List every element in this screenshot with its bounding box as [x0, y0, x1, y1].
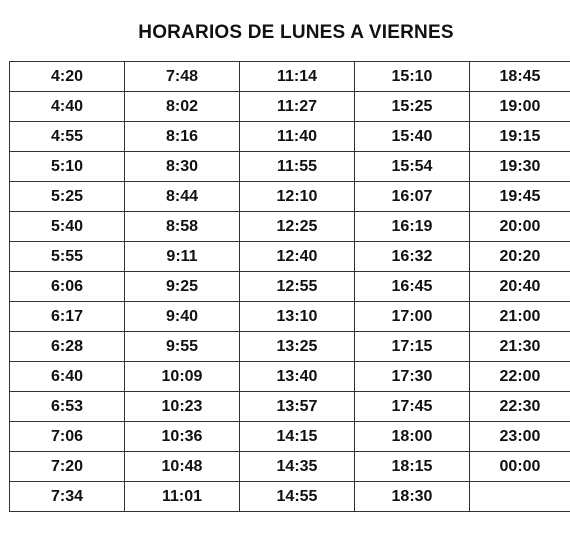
time-cell: 22:00: [470, 362, 570, 392]
time-cell: 16:07: [355, 182, 470, 212]
time-cell: 7:34: [10, 482, 125, 512]
time-cell: 8:16: [125, 122, 240, 152]
time-cell: 11:01: [125, 482, 240, 512]
table-row: [10, 422, 570, 452]
time-cell: 8:30: [125, 152, 240, 182]
time-cell: 8:58: [125, 212, 240, 242]
table-row: [10, 242, 570, 272]
time-cell: 15:40: [355, 122, 470, 152]
time-cell: 5:40: [10, 212, 125, 242]
table-row: [10, 152, 570, 182]
time-cell: 13:10: [240, 302, 355, 332]
time-cell: [470, 482, 570, 512]
time-cell: 6:40: [10, 362, 125, 392]
time-cell: 9:40: [125, 302, 240, 332]
time-cell: 20:40: [470, 272, 570, 302]
page-title: HORARIOS DE LUNES A VIERNES: [138, 22, 454, 43]
table-row: [10, 482, 570, 512]
table-row: [10, 122, 570, 152]
time-cell: 9:55: [125, 332, 240, 362]
time-cell: 11:27: [240, 92, 355, 122]
time-cell: 13:40: [240, 362, 355, 392]
time-cell: 14:55: [240, 482, 355, 512]
time-cell: 14:35: [240, 452, 355, 482]
time-cell: 10:23: [125, 392, 240, 422]
time-cell: 00:00: [470, 452, 570, 482]
time-cell: 8:02: [125, 92, 240, 122]
time-cell: 19:00: [470, 92, 570, 122]
time-cell: 16:45: [355, 272, 470, 302]
time-cell: 17:45: [355, 392, 470, 422]
time-cell: 11:14: [240, 62, 355, 92]
time-cell: 6:28: [10, 332, 125, 362]
table-row: [10, 62, 570, 92]
time-cell: 5:25: [10, 182, 125, 212]
table-row: [10, 452, 570, 482]
time-cell: 12:25: [240, 212, 355, 242]
time-cell: 12:40: [240, 242, 355, 272]
time-cell: 12:55: [240, 272, 355, 302]
time-cell: 4:20: [10, 62, 125, 92]
time-cell: 5:10: [10, 152, 125, 182]
time-cell: 4:40: [10, 92, 125, 122]
table-row: [10, 182, 570, 212]
table-row: [10, 362, 570, 392]
time-cell: 21:00: [470, 302, 570, 332]
time-cell: 14:15: [240, 422, 355, 452]
time-cell: 16:19: [355, 212, 470, 242]
time-cell: 20:20: [470, 242, 570, 272]
time-cell: 12:10: [240, 182, 355, 212]
time-cell: 17:30: [355, 362, 470, 392]
time-cell: 10:09: [125, 362, 240, 392]
time-cell: 5:55: [10, 242, 125, 272]
time-cell: 13:57: [240, 392, 355, 422]
time-cell: 10:48: [125, 452, 240, 482]
table-row: [10, 92, 570, 122]
time-cell: 6:53: [10, 392, 125, 422]
time-cell: 9:11: [125, 242, 240, 272]
time-cell: 13:25: [240, 332, 355, 362]
table-row: [10, 212, 570, 242]
time-cell: 7:20: [10, 452, 125, 482]
time-cell: 7:48: [125, 62, 240, 92]
time-cell: 6:17: [10, 302, 125, 332]
time-cell: 18:45: [470, 62, 570, 92]
time-cell: 15:25: [355, 92, 470, 122]
time-cell: 18:30: [355, 482, 470, 512]
time-cell: 15:54: [355, 152, 470, 182]
time-cell: 16:32: [355, 242, 470, 272]
time-cell: 4:55: [10, 122, 125, 152]
table-row: [10, 272, 570, 302]
time-cell: 18:15: [355, 452, 470, 482]
time-cell: 19:15: [470, 122, 570, 152]
table-row: [10, 332, 570, 362]
table-row: [10, 302, 570, 332]
schedule-body: [10, 62, 570, 512]
time-cell: 19:30: [470, 152, 570, 182]
time-cell: 17:00: [355, 302, 470, 332]
time-cell: 20:00: [470, 212, 570, 242]
time-cell: 10:36: [125, 422, 240, 452]
time-cell: 6:06: [10, 272, 125, 302]
time-cell: 19:45: [470, 182, 570, 212]
time-cell: 17:15: [355, 332, 470, 362]
schedule-table: [9, 61, 570, 512]
time-cell: 11:55: [240, 152, 355, 182]
time-cell: 8:44: [125, 182, 240, 212]
time-cell: 22:30: [470, 392, 570, 422]
time-cell: 11:40: [240, 122, 355, 152]
time-cell: 7:06: [10, 422, 125, 452]
table-row: [10, 392, 570, 422]
time-cell: 23:00: [470, 422, 570, 452]
time-cell: 9:25: [125, 272, 240, 302]
time-cell: 21:30: [470, 332, 570, 362]
time-cell: 18:00: [355, 422, 470, 452]
time-cell: 15:10: [355, 62, 470, 92]
